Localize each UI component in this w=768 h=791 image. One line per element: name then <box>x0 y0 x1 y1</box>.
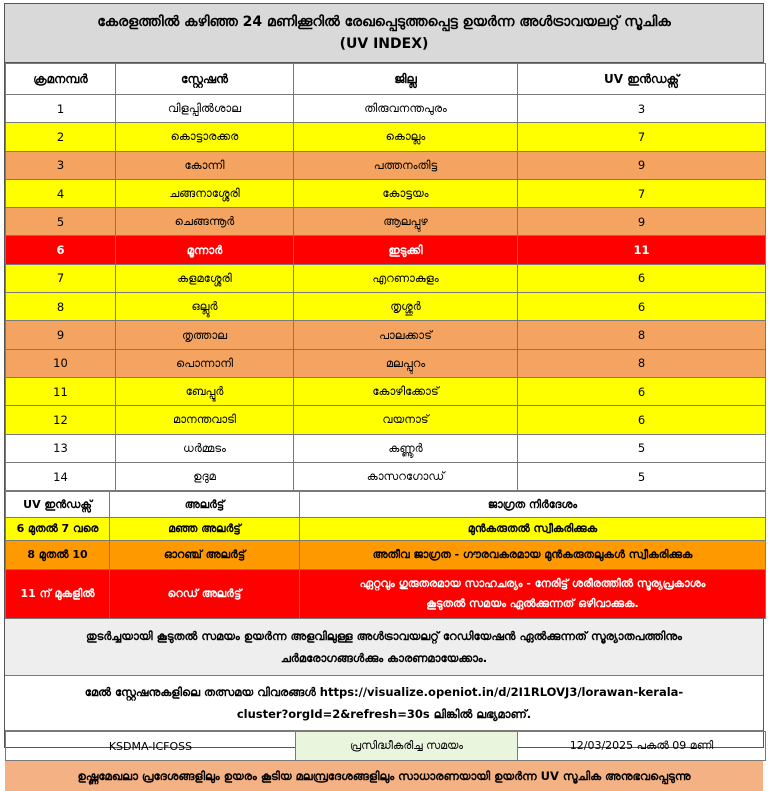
district-cell: എറണാകുളം <box>294 264 518 292</box>
uv-index-cell: 3 <box>518 95 766 123</box>
station-cell: കളമശ്ശേരി <box>116 264 294 292</box>
serial-cell: 4 <box>6 179 116 207</box>
legend-range-cell: 11 ന് മുകളിൽ <box>6 570 110 619</box>
table-row <box>6 151 766 179</box>
serial-cell: 3 <box>6 151 116 179</box>
table-row <box>6 462 766 490</box>
health-note-line-2: ചർമരോഗങ്ങൾക്കും കാരണമായേക്കാം. <box>280 651 488 666</box>
table-header-row <box>6 64 766 95</box>
station-cell: ധർമ്മടം <box>116 434 294 462</box>
station-cell: മൂന്നാർ <box>116 236 294 264</box>
health-warning-note <box>5 619 763 676</box>
table-row <box>6 179 766 207</box>
alert-legend-table <box>5 491 766 619</box>
legend-advice-cell <box>300 541 766 570</box>
legend-alert-cell: റെഡ് അലർട്ട് <box>110 570 300 619</box>
legend-advice-line-2: കൂടുതൽ സമയം ഏൽക്കുന്നത് ഒഴിവാക്കുക. <box>426 597 639 611</box>
legend-row <box>6 518 766 541</box>
uv-index-cell: 11 <box>518 236 766 264</box>
serial-cell: 5 <box>6 208 116 236</box>
station-cell: ചങ്ങനാശ്ശേരി <box>116 179 294 207</box>
sheet-title <box>5 4 763 63</box>
col-header-station: സ്റ്റേഷൻ <box>116 64 294 95</box>
legend-row <box>6 570 766 619</box>
table-row <box>6 377 766 405</box>
serial-cell: 14 <box>6 462 116 490</box>
uv-index-cell: 9 <box>518 151 766 179</box>
serial-cell: 7 <box>6 264 116 292</box>
legend-advice-line: അതീവ ജാഗ്രത - ഗൗരവകരമായ മുൻകരുതലുകൾ സ്വീകരിക്കുക <box>372 548 693 562</box>
legend-alert-cell: മഞ്ഞ അലർട്ട് <box>110 518 300 541</box>
uv-index-cell: 6 <box>518 264 766 292</box>
uv-index-cell: 7 <box>518 179 766 207</box>
station-cell: മാനന്തവാടി <box>116 406 294 434</box>
station-cell: തൃത്താല <box>116 321 294 349</box>
table-row <box>6 236 766 264</box>
published-time-value: 12/03/2025 പകൽ 09 മണി <box>518 732 766 761</box>
district-cell: ഇടുക്കി <box>294 236 518 264</box>
title-line-2: (UV INDEX) <box>339 36 429 52</box>
serial-cell: 10 <box>6 349 116 377</box>
legend-header-row <box>6 492 766 518</box>
legend-advice-line: മുൻകരുതൽ സ്വീകരിക്കുക <box>467 522 598 536</box>
serial-cell: 6 <box>6 236 116 264</box>
uv-index-cell: 5 <box>518 462 766 490</box>
uv-station-table <box>5 63 766 491</box>
serial-cell: 13 <box>6 434 116 462</box>
table-row <box>6 434 766 462</box>
table-row <box>6 123 766 151</box>
uv-index-cell: 6 <box>518 406 766 434</box>
title-line-1: കേരളത്തിൽ കഴിഞ്ഞ 24 മണിക്കൂറിൽ രേഖപ്പെടുത്തപ്പെട്ട ഉയർന്ന അൾട്രാവയലറ്റ് സൂചിക <box>97 14 671 30</box>
station-cell: കൊട്ടാരക്കര <box>116 123 294 151</box>
station-cell: ഉദുമ <box>116 462 294 490</box>
uv-index-cell: 8 <box>518 349 766 377</box>
legend-range-cell: 6 മുതൽ 7 വരെ <box>6 518 110 541</box>
district-cell: കാസറഗോഡ് <box>294 462 518 490</box>
serial-cell: 1 <box>6 95 116 123</box>
table-row <box>6 95 766 123</box>
legend-header-uv-index: UV ഇൻഡക്സ് <box>6 492 110 518</box>
district-cell: മലപ്പുറം <box>294 349 518 377</box>
table-row <box>6 208 766 236</box>
district-cell: വയനാട് <box>294 406 518 434</box>
station-cell: വിളപ്പിൽശാല <box>116 95 294 123</box>
serial-cell: 8 <box>6 293 116 321</box>
legend-advice-cell <box>300 570 766 619</box>
footer-table <box>5 731 766 761</box>
legend-row <box>6 541 766 570</box>
uv-index-cell: 5 <box>518 434 766 462</box>
published-time-label: പ്രസിദ്ധീകരിച്ച സമയം <box>296 732 518 761</box>
legend-range-cell: 8 മുതൽ 10 <box>6 541 110 570</box>
uv-index-cell: 7 <box>518 123 766 151</box>
table-row <box>6 321 766 349</box>
district-cell: കോഴിക്കോട് <box>294 377 518 405</box>
district-cell: കോട്ടയം <box>294 179 518 207</box>
station-cell: പൊന്നാനി <box>116 349 294 377</box>
district-cell: കണ്ണൂർ <box>294 434 518 462</box>
district-cell: കൊല്ലം <box>294 123 518 151</box>
realtime-link-note <box>5 676 763 731</box>
uv-index-cell: 6 <box>518 293 766 321</box>
station-cell: ബേപ്പൂർ <box>116 377 294 405</box>
district-cell: പാലക്കാട് <box>294 321 518 349</box>
table-row <box>6 264 766 292</box>
legend-header-advice: ജാഗ്രത നിർദേശം <box>300 492 766 518</box>
table-row <box>6 349 766 377</box>
serial-cell: 2 <box>6 123 116 151</box>
uv-index-cell: 8 <box>518 321 766 349</box>
legend-advice-cell <box>300 518 766 541</box>
legend-header-alert: അലർട്ട് <box>110 492 300 518</box>
col-header-district: ജില്ല <box>294 64 518 95</box>
station-cell: കോന്നി <box>116 151 294 179</box>
footer-row <box>6 732 766 761</box>
serial-cell: 11 <box>6 377 116 405</box>
source-label: KSDMA-ICFOSS <box>6 732 296 761</box>
serial-cell: 9 <box>6 321 116 349</box>
district-cell: തിരുവനന്തപുരം <box>294 95 518 123</box>
col-header-uv-index: UV ഇൻഡക്സ് <box>518 64 766 95</box>
district-cell: ആലപ്പുഴ <box>294 208 518 236</box>
table-row <box>6 293 766 321</box>
bottom-note: ഉഷ്ണമേഖലാ പ്രദേശങ്ങളിലും ഉയരം കൂടിയ മലമ്പ്രദേശങ്ങളിലും സാധാരണയായി ഉയർന്ന UV സൂചിക അനുഭവപ്പെടുന്നു <box>5 761 763 791</box>
link-note-line-1: മേൽ സ്റ്റേഷനുകളിലെ തത്സമയ വിവരങ്ങൾ https://visualize.openiot.in/d/2I1RLOVJ3/lorawan-kerala- <box>84 685 684 700</box>
health-note-line-1: തുടർച്ചയായി കൂടുതൽ സമയം ഉയർന്ന അളവിലുള്ള അൾട്രാവയലറ്റ് റേഡിയേഷൻ ഏൽക്കുന്നത് സൂര്യാതപത്തിനും <box>86 629 682 644</box>
district-cell: പത്തനംതിട്ട <box>294 151 518 179</box>
serial-cell: 12 <box>6 406 116 434</box>
table-row <box>6 406 766 434</box>
uv-index-sheet <box>4 3 764 783</box>
legend-alert-cell: ഓറഞ്ച് അലർട്ട് <box>110 541 300 570</box>
link-note-line-2: cluster?orgId=2&refresh=30s ലിങ്കിൽ ലഭ്യമാണ്. <box>236 707 532 722</box>
station-cell: ഒല്ലൂർ <box>116 293 294 321</box>
station-cell: ചെങ്ങന്നൂർ <box>116 208 294 236</box>
uv-index-cell: 6 <box>518 377 766 405</box>
legend-advice-line: ഏറ്റവും ഗുരുതരമായ സാഹചര്യം - നേരിട്ട് ശരീരത്തിൽ സൂര്യപ്രകാശം <box>359 577 706 591</box>
col-header-serial: ക്രമനമ്പർ <box>6 64 116 95</box>
district-cell: തൃശ്ശൂർ <box>294 293 518 321</box>
uv-index-cell: 9 <box>518 208 766 236</box>
